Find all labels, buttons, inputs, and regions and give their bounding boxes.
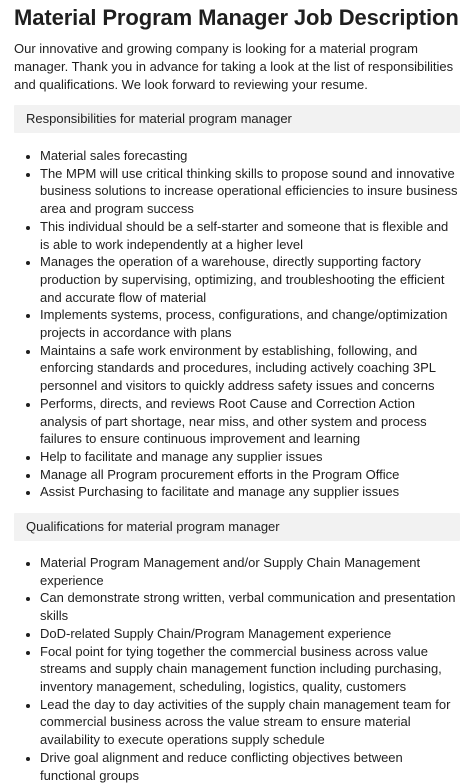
list-item: • The MPM will use critical thinking skills to propose sound and innovative business solutions to increase operational efficiencies to insure business area and program success [40, 165, 460, 218]
list-item: • Performs, directs, and reviews Root Cause and Correction Action analysis of part shortage, near miss, and other system and process failures to ensure continuous improvement and learning [40, 395, 460, 448]
list-item: • Drive goal alignment and reduce conflicting objectives between functional groups [40, 749, 460, 784]
qualifications-heading: Qualifications for material program manager [14, 513, 460, 541]
list-item: • Manage all Program procurement efforts in the Program Office [40, 466, 460, 484]
list-item: • Manages the operation of a warehouse, directly supporting factory production by supervising, optimizing, and troubleshooting the efficient and accurate flow of material [40, 253, 460, 306]
list-item: • This individual should be a self-starter and someone that is flexible and is able to work independently at a higher level [40, 218, 460, 253]
responsibilities-list [14, 147, 460, 501]
qualifications-list [14, 554, 460, 784]
list-item: • Can demonstrate strong written, verbal communication and presentation skills [40, 589, 460, 624]
responsibilities-heading: Responsibilities for material program manager [14, 105, 460, 133]
list-item: • Maintains a safe work environment by establishing, following, and enforcing standards and procedures, including actively coaching 3PL personnel and visitors to quickly address safety issues and concerns [40, 342, 460, 395]
list-item: • DoD-related Supply Chain/Program Management experience [40, 625, 460, 643]
list-item: • Focal point for tying together the commercial business across value streams and supply chain management function including purchasing, inventory management, scheduling, logistics, quality, customers [40, 643, 460, 696]
list-item: • Material Program Management and/or Supply Chain Management experience [40, 554, 460, 589]
list-item: • Help to facilitate and manage any supplier issues [40, 448, 460, 466]
list-item: • Material sales forecasting [40, 147, 460, 165]
list-item: • Lead the day to day activities of the supply chain management team for commercial business across the value stream to ensure material availability to execute operations supply schedule [40, 696, 460, 749]
list-item: • Implements systems, process, configurations, and change/optimization projects in accordance with plans [40, 306, 460, 341]
page-title: Material Program Manager Job Description [14, 5, 459, 30]
list-item: • Assist Purchasing to facilitate and manage any supplier issues [40, 483, 460, 501]
intro-paragraph: Our innovative and growing company is looking for a material program manager. Thank you in advance for taking a look at the list of responsibilities and qualifications. We look forward to reviewing your resume. [14, 41, 454, 92]
